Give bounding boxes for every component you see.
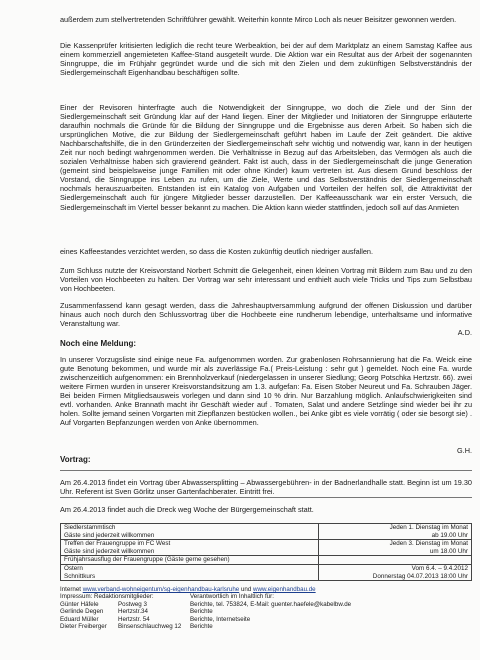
table-cell: Vom 6.4. – 9.4.2012 Donnerstag 04.07.2013 18:00 Uhr [319, 564, 472, 580]
paragraph-abwasser [60, 478, 472, 496]
table-cell: Treffen der Frauengruppe im FC West Gäste sind jederzeit willkommen [61, 540, 319, 556]
paragraph-text: Zusammenfassend kann gesagt werden, dass die Jahreshauptversammlung aufgrund der offenen Diskussion und darüber hinaus auch noch durch den Schlussvortrag über die Hochbeete eine rundherum lebendige, unterhaltsame und informative Veranstaltung war. [60, 301, 472, 329]
divider [60, 497, 472, 498]
table-cell: Jeden 3. Dienstag im Monat um 18.00 Uhr [319, 540, 472, 556]
paragraph-text: außerdem zum stellvertretenden Schriftführer gewählt. Weiterhin konnte Mirco Loch als neuer Beisitzer gewonnen werden. [60, 15, 457, 24]
paragraph-text: eines Kaffeestandes verzichtet werden, so dass die Kosten zukünftig deutlich niedriger ausfallen. [60, 247, 374, 256]
paragraph-vortrag-hochbeete [60, 266, 472, 293]
signature-text: A.D. [457, 328, 472, 337]
paragraph-text: Einer der Revisoren hinterfragte auch die Notwendigkeit der Sinngruppe, wo doch die Ziele und der Sinn der Siedlergemeinschaft seit Gründung klar auf der Hand liegen. Einer der Mitglieder und Initiatoren der Sinngruppe erläuterte daraufhin nochmals die Gründe für die Bildung der Sinngruppe und die Ergebnisse aus deren Arbeit. So haben sich die ursprünglichen Motive, die zur Bildung der Siedlergemeinschaft geführt haben im Laufe der Zeit geändert. Die aktive Nachbarschaftshilfe, die in den Gründerzeiten der Siedlergemeinschaft sehr wichtig und notwendig war, kann in der heutigen Zeit nur noch bedingt wahrgenommen werden. Die Verhältnisse in Bezug auf das Arbeitsleben, das Vermögen als auch die sozialen Verhältnisse haben sich gravierend geändert. Fakt ist auch, dass in der Siedlergemeinschaft die junge Generation (gemeint sind beispielsweise junge Familien mit oder ohne Kinder) kaum vertreten ist. Aus diesem Grund beschloss der Vorstand, die Sinngruppe ins Leben zu rufen, um die Ziele, Werte und das Selbstverständnis der Siedlergemeinschaft nochmals herauszuarbeiten. Entstanden ist ein Katalog von Aufgaben und Vorteilen der helfen soll, die Attraktivität der Siedlergemeinschaft auch für jüngere Mitglieder besser darzustellen. Der Kaffeeausschank war ein erster Versuch, die Siedlergemeinschaft im Viertel besser bekannt zu machen. Die Aktion kann wieder stattfinden, jedoch soll auf das Anmieten [60, 103, 472, 212]
paragraph-text: Zum Schluss nutzte der Kreisvorstand Norbert Schmitt die Gelegenheit, einen kleinen Vortrag mit Bildern zum Bau und zu den Vorteilen von Hochbeeten zu halten. Der Vortrag war sehr interessant und enthielt auch viele Tricks und Tips zum Selbstbau von Hochbeeten. [60, 266, 472, 294]
paragraph-sinngruppe [60, 103, 472, 212]
paragraph-text: In unserer Vorzugsliste sind einige neue Fa. aufgenommen worden. Zur grabenlosen Rohrsannierung hat die Fa. Weick eine gute Benotung bekommen, und wurde mir als zuverlässige Fa.( Preis-Leistung : sehr gut ) gemeldet. Noch eine Fa. wurde zwischenzeitlich aufgenommen: ein Brennholzverkauf (niedergelassen in unserer Siedlung; Georg Potschka Hertzstr. 66). zwei weitere Firmen wurden in unserer Kreisvorstandsitzung am 1.3. aufgefan: Fa. Eisen Stober Neureut und Fa. Schrauben Jäger. Bei beiden Firmen Mitgliedsausweis vorlegen und dann sind 10 % drin. Nur Barzahlung möglich. Anlaufschwierigkeiten sind evtl. vorhanden. Anke Brannath macht ihr Geschäft wieder auf . Tomaten, Salat und andere Setzlinge sind wieder bei ihr zu holen. Sollte jemand seinen Vorgarten mit Ziepflanzen bestücken wollen., bei Anke gibt es viele vorrätig ( oder sie besorgt sie) . Auf Vorgarten Bepfanzungen werden von Anke übernommen. [60, 355, 472, 428]
website-link[interactable]: www.verband-wohneigentum/sg-eigenhandbau-karlsruhe [82, 586, 240, 593]
table-cell: Siedlerstammtisch Gäste sind jederzeit willkommen [61, 524, 319, 540]
paragraph-zusammenfassung [60, 301, 472, 328]
table-cell: Jeden 1. Dienstag im Monat ab 19.00 Uhr [319, 524, 472, 540]
termine-table [60, 523, 472, 581]
table-row [61, 556, 472, 565]
paragraph-vorstand [60, 15, 472, 24]
table-cell: Ostern Schnittkurs [61, 564, 319, 580]
signature-text: G.H. [457, 446, 472, 455]
member-row: Eduard Müller Hertzstr. 54 Berichte, Internetseite [60, 615, 251, 623]
website-link[interactable]: www.eigenhandbau.de [253, 586, 316, 593]
paragraph-vorzugsliste [60, 355, 472, 427]
table-cell [319, 556, 472, 565]
paragraph-text: Die Kassenprüfer kritisierten lediglich die recht teure Werbeaktion, bei der auf dem Marktplatz an einem Samstag Kaffee aus einem kommerziell angemieteten Kaffee-Stand ausgeteilt wurde. Die Aktion war ein Resultat aus der Arbeit der sogenannten Sinngruppe, die im Frühjahr gegründet wurde und die sich mit den Zielen und dem zukünftigen Selbstverständnis der Siedlergemeinschaft Eigenhandbau beschäftigen sollte. [60, 41, 472, 78]
table-row [61, 564, 472, 580]
paragraph-text: Am 26.4.2013 findet ein Vortrag über Abwassersplitting – Abwassergebühren- in der Badnerlandhalle statt. Beginn ist um 19.30 Uhr. Referent ist Sven Görlitz unser Gartenfachberater. Eintritt frei. [60, 478, 472, 497]
impressum-header: Impressum: Redaktionsmitglieder: Verantwortlich im Inhaltlich für: [60, 593, 274, 601]
paragraph-text: Am 26.4.2013 findet auch die Dreck weg Woche der Bürgergemeinschaft statt. [60, 505, 314, 514]
paragraph-dreck-weg [60, 505, 472, 514]
impressum-footer [60, 586, 472, 630]
table-row [61, 540, 472, 556]
member-row: Dieter Freiberger Binsenschlauchweg 12 Berichte [60, 623, 213, 631]
signature-ad [60, 328, 472, 337]
signature-gh [60, 446, 472, 455]
divider [60, 470, 472, 471]
internet-line: Internet www.verband-wohneigentum/sg-eigenhandbau-karlsruhe und www.eigenhandbau.de [60, 586, 316, 593]
table-cell: Frühjahrsausflug der Frauengruppe (Gäste gerne gesehen) [61, 556, 319, 565]
heading-vortrag: Vortrag: [60, 455, 91, 464]
heading-noch-eine-meldung: Noch eine Meldung: [60, 339, 136, 348]
paragraph-kassenpruefer [60, 41, 472, 77]
member-row: Gerlinde Degen Hertzstr.34 Berichte [60, 608, 213, 616]
paragraph-kaffeestand [60, 247, 472, 256]
table-row [61, 524, 472, 540]
member-row: Günter Häfele Postweg 3 Berichte, tel. 753824, E-Mail: guenter.haefele@kabelbw.de [60, 600, 352, 608]
